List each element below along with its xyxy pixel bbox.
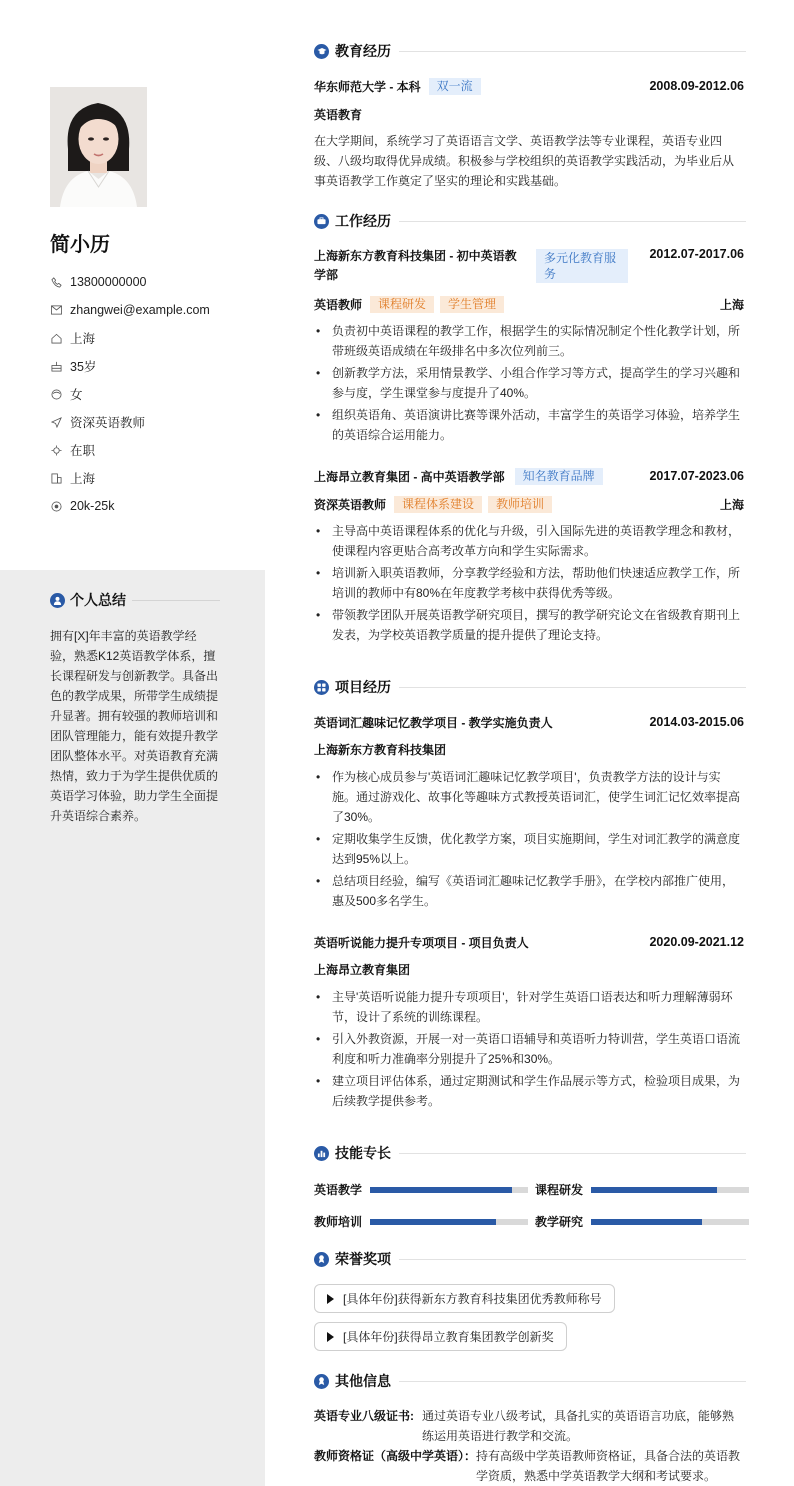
skill-3-track — [370, 1219, 528, 1225]
job-1-date: 2012.07-2017.06 — [649, 247, 744, 261]
list-item: • 主导'英语听说能力提升专项项目'，针对学生英语口语表达和听力理解薄弱环节，设计了系统的训练课程。 — [314, 987, 744, 1027]
summary-divider — [132, 600, 220, 601]
award-icon — [314, 1252, 329, 1267]
skill-2-name: 课程研发 — [535, 1183, 584, 1197]
list-item: • 创新教学方法，采用情景教学、小组合作学习等方式，提高学生的学习兴趣和参与度，学生课堂参与度提升了40%。 — [314, 363, 744, 403]
job-1-tag-a: 课程研发 — [370, 296, 434, 313]
list-item: • 组织英语角、英语演讲比赛等课外活动，丰富学生的英语学习体验，培养学生的英语综合运用能力。 — [314, 405, 744, 445]
info-location-text: 上海 — [70, 332, 96, 346]
job-1-role: 英语教师 — [314, 297, 363, 312]
other-title: 其他信息 — [335, 1373, 391, 1389]
job-1-tag-b: 学生管理 — [440, 296, 504, 313]
summary-title: 个人总结 — [70, 592, 126, 608]
award-item-1[interactable] — [314, 1284, 615, 1313]
skills-header — [314, 1143, 746, 1163]
skill-4-track — [591, 1219, 749, 1225]
job-2-date: 2017.07-2023.06 — [649, 469, 744, 483]
status-icon — [50, 444, 62, 456]
skills-title: 技能专长 — [335, 1145, 391, 1161]
project-1-header — [314, 713, 744, 731]
job-1-company: 上海新东方教育科技集团 - 初中英语教学部 — [314, 249, 517, 282]
info-email-text: zhangwei@example.com — [70, 303, 210, 317]
building-icon — [50, 472, 62, 484]
bar-chart-icon — [314, 1146, 329, 1161]
job-2-role-row — [314, 495, 744, 513]
job-1-role-row — [314, 295, 744, 313]
info-salary — [50, 492, 260, 520]
home-icon — [50, 332, 62, 344]
info-salary-text: 20k-25k — [70, 499, 115, 513]
project-1-bullets — [314, 767, 744, 913]
list-item: • 主导高中英语课程体系的优化与升级，引入国际先进的英语教学理念和教材，使课程内容更贴合高考改革方向和学生实际需求。 — [314, 521, 744, 561]
project-2-name: 英语听说能力提升专项项目 - 项目负责人 — [314, 935, 529, 950]
skill-2 — [535, 1181, 749, 1198]
project-1-date: 2014.03-2015.06 — [649, 715, 744, 729]
projects-divider — [399, 687, 746, 688]
grid-icon — [314, 680, 329, 695]
phone-icon — [50, 276, 62, 288]
awards-divider — [399, 1259, 746, 1260]
award-icon — [314, 1374, 329, 1389]
triangle-right-icon — [327, 1332, 334, 1342]
send-icon — [50, 416, 62, 428]
education-date: 2008.09-2012.06 — [649, 79, 744, 93]
work-title: 工作经历 — [335, 213, 391, 229]
project-2-date: 2020.09-2021.12 — [649, 935, 744, 949]
job-2-header — [314, 467, 744, 485]
info-location — [50, 324, 260, 352]
other-divider — [399, 1381, 746, 1382]
list-item: • 定期收集学生反馈，优化教学方案，项目实施期间，学生对词汇教学的满意度达到95%以上。 — [314, 829, 744, 869]
info-position — [50, 408, 260, 436]
skill-3-name: 教师培训 — [314, 1215, 363, 1229]
education-header — [314, 41, 746, 61]
info-phone-text: 13800000000 — [70, 275, 147, 289]
other-item-1-label: 英语专业八级证书: — [314, 1409, 414, 1423]
other-item-2 — [314, 1446, 744, 1486]
job-1-tag: 多元化教育服务 — [536, 249, 628, 283]
list-item: • 负责初中英语课程的教学工作，根据学生的实际情况制定个性化教学计划，所带班级英语成绩在年级排名中多次位列前三。 — [314, 321, 744, 361]
job-2-tag-a: 课程体系建设 — [394, 496, 482, 513]
award-item-2-text: [具体年份]获得昂立教育集团教学创新奖 — [343, 1330, 554, 1344]
skill-3 — [314, 1213, 528, 1230]
job-2-city: 上海 — [719, 497, 744, 512]
summary-text: 拥有[X]年丰富的英语教学经验，熟悉K12英语教学体系，擅长课程研发与创新教学。具备出色的教学成果，所带学生成绩提升显著。拥有较强的教师培训和团队管理能力，能有效提升教学团队整体水平。对英语教育充满热情，致力于为学生提供优质的英语学习体验，助力学生全面提升英语综合素养。 — [50, 629, 219, 823]
gender-icon — [50, 388, 62, 400]
info-city — [50, 464, 260, 492]
info-status — [50, 436, 260, 464]
graduation-cap-icon — [314, 44, 329, 59]
education-divider — [399, 51, 746, 52]
education-tag: 双一流 — [429, 78, 481, 95]
other-item-1-value: 通过英语专业八级考试，具备扎实的英语语言功底，能够熟练运用英语进行教学和交流。 — [422, 1409, 735, 1443]
skill-2-track — [591, 1187, 749, 1193]
skills-divider — [399, 1153, 746, 1154]
list-item: • 培训新入职英语教师，分享教学经验和方法，帮助他们快速适应教学工作，所培训的教师中有80%在年度教学考核中获得优秀等级。 — [314, 563, 744, 603]
skill-3-fill — [370, 1219, 496, 1225]
job-2-role: 资深英语教师 — [314, 497, 387, 512]
list-item: • 作为核心成员参与'英语词汇趣味记忆教学项目'，负责教学方法的设计与实施。通过游戏化、故事化等趣味方式教授英语词汇，使学生词汇记忆效率提高了30%。 — [314, 767, 744, 827]
education-desc: 在大学期间，系统学习了英语语言文学、英语教学法等专业课程，英语专业四级、八级均取得优异成绩。积极参与学校组织的英语教学实践活动，为毕业后从事英语教学工作奠定了坚实的理论和实践基础。 — [314, 134, 735, 188]
salary-icon — [50, 500, 62, 512]
info-position-text: 资深英语教师 — [70, 416, 146, 430]
list-item: • 建立项目评估体系，通过定期测试和学生作品展示等方式，检验项目成果，为后续教学提供参考。 — [314, 1071, 744, 1111]
job-1-bullets — [314, 321, 744, 447]
list-item: • 带领教学团队开展英语教学研究项目，撰写的教学研究论文在省级教育期刊上发表，为学校英语教学质量的提升提供了理论支持。 — [314, 605, 744, 645]
skill-1-name: 英语教学 — [314, 1183, 363, 1197]
info-city-text: 上海 — [70, 472, 96, 486]
list-item: • 总结项目经验，编写《英语词汇趣味记忆教学手册》，在学校内部推广使用，惠及500多名学生。 — [314, 871, 744, 911]
awards-title: 荣誉奖项 — [335, 1251, 391, 1267]
skill-4-name: 教学研究 — [535, 1215, 584, 1229]
other-item-2-value: 持有高级中学英语教师资格证，具备合法的英语教学资质，熟悉中学英语教学大纲和考试要求。 — [476, 1449, 741, 1483]
awards-header — [314, 1249, 746, 1269]
list-item: • 引入外教资源，开展一对一英语口语辅导和英语听力特训营，学生英语口语流利度和听力准确率分别提升了25%和30%。 — [314, 1029, 744, 1069]
mail-icon — [50, 304, 62, 316]
job-1-header — [314, 247, 744, 285]
skill-4-fill — [591, 1219, 702, 1225]
skill-2-fill — [591, 1187, 717, 1193]
work-header — [314, 211, 746, 231]
award-item-1-text: [具体年份]获得新东方教育科技集团优秀教师称号 — [343, 1292, 602, 1306]
cake-icon — [50, 360, 62, 372]
job-2-tag: 知名教育品牌 — [515, 468, 603, 485]
project-2-org: 上海昂立教育集团 — [314, 963, 411, 977]
projects-title: 项目经历 — [335, 679, 391, 695]
award-item-2[interactable] — [314, 1322, 567, 1351]
project-1-name: 英语词汇趣味记忆教学项目 - 教学实施负责人 — [314, 715, 553, 730]
work-divider — [399, 221, 746, 222]
education-row — [314, 77, 744, 95]
info-email — [50, 296, 260, 324]
education-school: 华东师范大学 - 本科 — [314, 79, 421, 94]
info-age — [50, 352, 260, 380]
job-2-bullets — [314, 521, 744, 647]
project-1-org: 上海新东方教育科技集团 — [314, 743, 447, 757]
other-item-1 — [314, 1406, 744, 1446]
education-major: 英语教育 — [314, 108, 363, 122]
projects-header — [314, 677, 746, 697]
job-1-city: 上海 — [719, 297, 744, 312]
education-title: 教育经历 — [335, 43, 391, 59]
skill-4 — [535, 1213, 749, 1230]
info-gender — [50, 380, 260, 408]
job-2-company: 上海昂立教育集团 - 高中英语教学部 — [314, 469, 505, 484]
job-2-tag-b: 教师培训 — [488, 496, 552, 513]
other-item-2-label: 教师资格证（高级中学英语）： — [314, 1449, 477, 1463]
avatar — [50, 87, 147, 207]
user-icon — [50, 593, 65, 608]
skill-1-fill — [370, 1187, 512, 1193]
triangle-right-icon — [327, 1294, 334, 1304]
project-2-header — [314, 933, 744, 951]
info-age-text: 35岁 — [70, 360, 97, 374]
skill-1 — [314, 1181, 528, 1198]
profile-name: 简小历 — [50, 234, 110, 256]
info-status-text: 在职 — [70, 444, 96, 458]
summary-header — [50, 590, 220, 610]
info-gender-text: 女 — [70, 388, 83, 402]
contact-info-list — [50, 268, 260, 520]
skill-1-track — [370, 1187, 528, 1193]
other-header — [314, 1371, 746, 1391]
briefcase-icon — [314, 214, 329, 229]
info-phone — [50, 268, 260, 296]
project-2-bullets — [314, 987, 744, 1113]
